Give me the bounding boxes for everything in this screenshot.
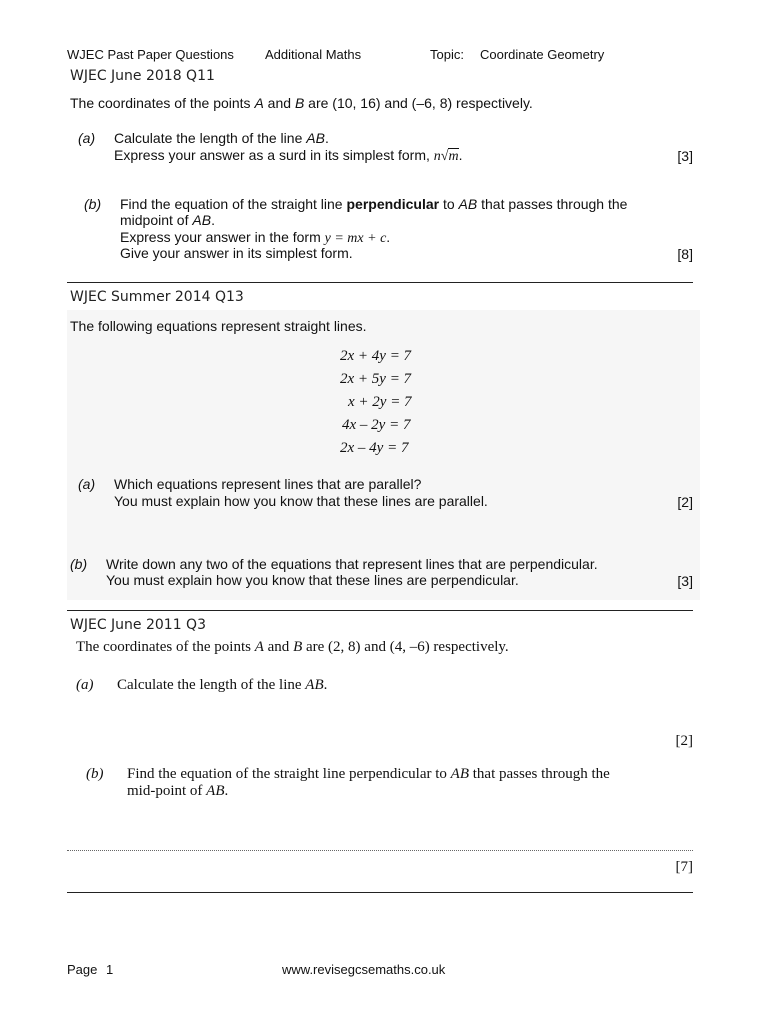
q2-equation: 2x – 4y = 7 xyxy=(340,440,409,456)
q1-a-label: (a) xyxy=(78,130,96,146)
q1-a-line1: Calculate the length of the line AB. xyxy=(114,130,329,146)
q2-equation: x + 2y = 7 xyxy=(348,394,412,410)
q2-equation: 2x + 5y = 7 xyxy=(340,371,412,387)
q1-b-line2: midpoint of AB. xyxy=(120,212,215,228)
q2-b-line2: You must explain how you know that these lines are perpendicular. xyxy=(106,572,519,588)
q3-a-label: (a) xyxy=(76,677,94,693)
q1-b-line4: Give your answer in its simplest form. xyxy=(120,245,353,261)
q1-b-line1: Find the equation of the straight line perpendicular to AB that passes through the xyxy=(120,196,628,212)
q3-b-marks: [7] xyxy=(675,859,693,875)
q1-b-marks: [8] xyxy=(677,246,693,262)
q3-a-line: Calculate the length of the line AB. xyxy=(117,677,328,693)
footer-page-label: Page xyxy=(67,962,98,977)
header-left: WJEC Past Paper Questions xyxy=(67,47,234,62)
footer-url[interactable]: www.revisegcsemaths.co.uk xyxy=(282,962,446,977)
q2-a-label: (a) xyxy=(78,476,96,492)
q3-b-label: (b) xyxy=(86,766,104,782)
q3-a-marks: [2] xyxy=(675,733,693,749)
answer-line xyxy=(67,850,693,851)
q2-a-line1: Which equations represent lines that are parallel? xyxy=(114,476,422,492)
q1-b-line3: Express your answer in the form y = mx + c. xyxy=(120,229,391,246)
q1-title: WJEC June 2018 Q11 xyxy=(70,68,215,84)
separator-line xyxy=(67,610,693,611)
q3-b-line2: mid-point of AB. xyxy=(127,783,229,799)
separator-line xyxy=(67,282,693,283)
q1-intro: The coordinates of the points A and B are (10, 16) and (–6, 8) respectively. xyxy=(70,95,533,111)
q2-b-label: (b) xyxy=(70,556,88,572)
q1-b-label: (b) xyxy=(84,196,102,212)
q2-a-marks: [2] xyxy=(677,494,693,510)
q3-title: WJEC June 2011 Q3 xyxy=(70,617,206,633)
q3-intro: The coordinates of the points A and B are (2, 8) and (4, –6) respectively. xyxy=(76,639,509,655)
q2-b-marks: [3] xyxy=(677,573,693,589)
q1-a-marks: [3] xyxy=(677,148,693,164)
q2-b-line1: Write down any two of the equations that represent lines that are perpendicular. xyxy=(106,556,598,572)
q2-intro: The following equations represent straight lines. xyxy=(70,318,367,334)
header-middle: Additional Maths xyxy=(265,47,362,62)
q2-equation: 2x + 4y = 7 xyxy=(340,348,412,364)
header-topic-label: Topic: xyxy=(430,47,464,62)
q2-a-line2: You must explain how you know that these lines are parallel. xyxy=(114,493,488,509)
footer-page-number: 1 xyxy=(106,962,114,977)
separator-line xyxy=(67,892,693,893)
q2-title: WJEC Summer 2014 Q13 xyxy=(70,289,244,305)
q1-a-line2: Express your answer as a surd in its simplest form, n√m. xyxy=(114,147,463,164)
header-topic: Coordinate Geometry xyxy=(480,47,605,62)
q2-equation: 4x – 2y = 7 xyxy=(342,417,411,433)
q3-b-line1: Find the equation of the straight line perpendicular to AB that passes through the xyxy=(127,766,610,782)
